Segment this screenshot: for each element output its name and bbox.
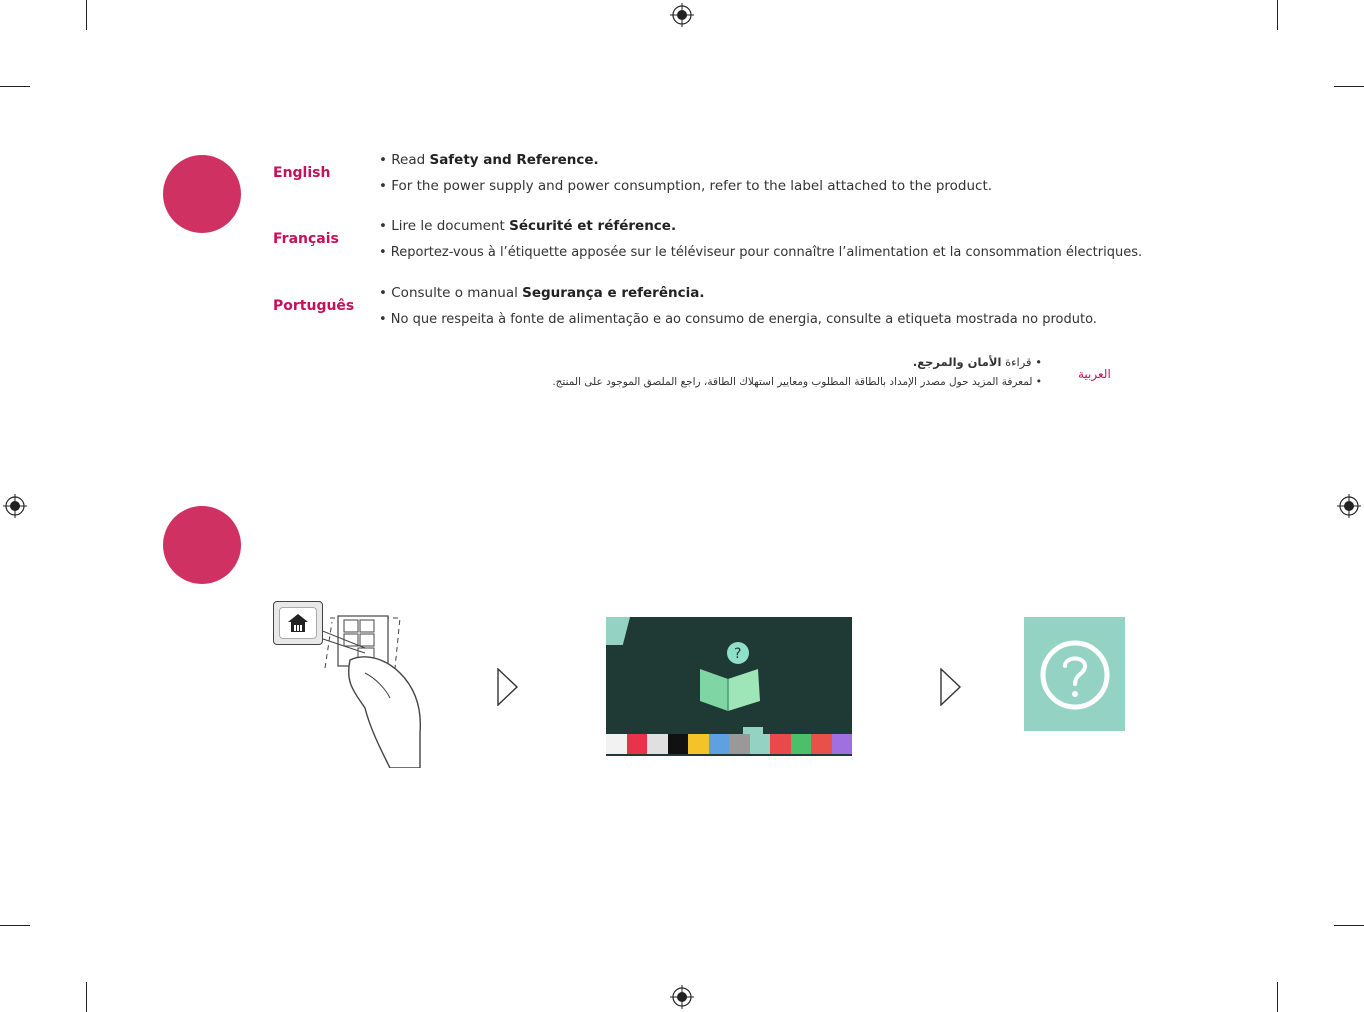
crop-mark [1334,925,1364,926]
launcher-tile [750,734,771,754]
registration-mark-icon [670,985,694,1009]
question-mark-icon [1040,640,1110,710]
registration-mark-icon [1337,494,1361,518]
crop-mark [1334,86,1364,87]
launcher-tile [811,734,832,754]
launcher-tile [647,734,668,754]
language-label-arabic: العربية [1078,367,1111,381]
language-label-french: Français [273,231,339,247]
section-2-marker [163,506,241,584]
launcher-tile [709,734,730,754]
crop-mark [0,86,30,87]
book-icon [694,639,766,719]
triangle-right-icon [497,668,519,706]
help-corner-icon [606,617,630,645]
launcher-tile [832,734,853,754]
launcher-bar [606,734,852,754]
crop-mark [1277,0,1278,30]
home-button [273,601,323,645]
registration-mark-icon [670,3,694,27]
arabic-line-2: • لمعرفة المزيد حول مصدر الإمداد بالطاقة المطلوب ومعايير استهلاك الطاقة، راجع الملصق الموجود على المنتج. [552,376,1042,388]
portuguese-line-2: • No que respeita à fonte de alimentação e ao consumo de energia, consulte a etiqueta mostrada no produto. [379,312,1097,327]
svg-text:?: ? [734,646,742,662]
launcher-tile [729,734,750,754]
launcher-tile [606,734,627,754]
portuguese-line-1: • Consulte o manual Segurança e referência. [379,285,705,301]
crop-mark [86,0,87,30]
help-app-tile [1024,617,1125,731]
triangle-right-icon [940,668,962,706]
launcher-tile [668,734,689,754]
french-line-1: • Lire le document Sécurité et référence. [379,218,677,234]
home-icon [286,612,310,634]
registration-mark-icon [3,494,27,518]
crop-mark [0,925,30,926]
crop-mark [1277,982,1278,1012]
section-1-marker [163,155,241,233]
tv-screen-illustration [606,617,852,756]
launcher-tile [627,734,648,754]
english-line-2: • For the power supply and power consumption, refer to the label attached to the product. [379,178,993,194]
language-label-english: English [273,165,331,181]
launcher-tile [770,734,791,754]
launcher-tile [688,734,709,754]
french-line-2: • Reportez-vous à l’étiquette apposée sur le téléviseur pour connaître l’alimentation et la consommation électriques. [379,245,1143,260]
crop-mark [86,982,87,1012]
language-label-portuguese: Português [273,298,355,314]
english-line-1: • Read Safety and Reference. [379,152,599,168]
arabic-line-1: • قراءة الأمان والمرجع. [912,355,1042,369]
launcher-tile [791,734,812,754]
home-button-inner [279,607,317,639]
